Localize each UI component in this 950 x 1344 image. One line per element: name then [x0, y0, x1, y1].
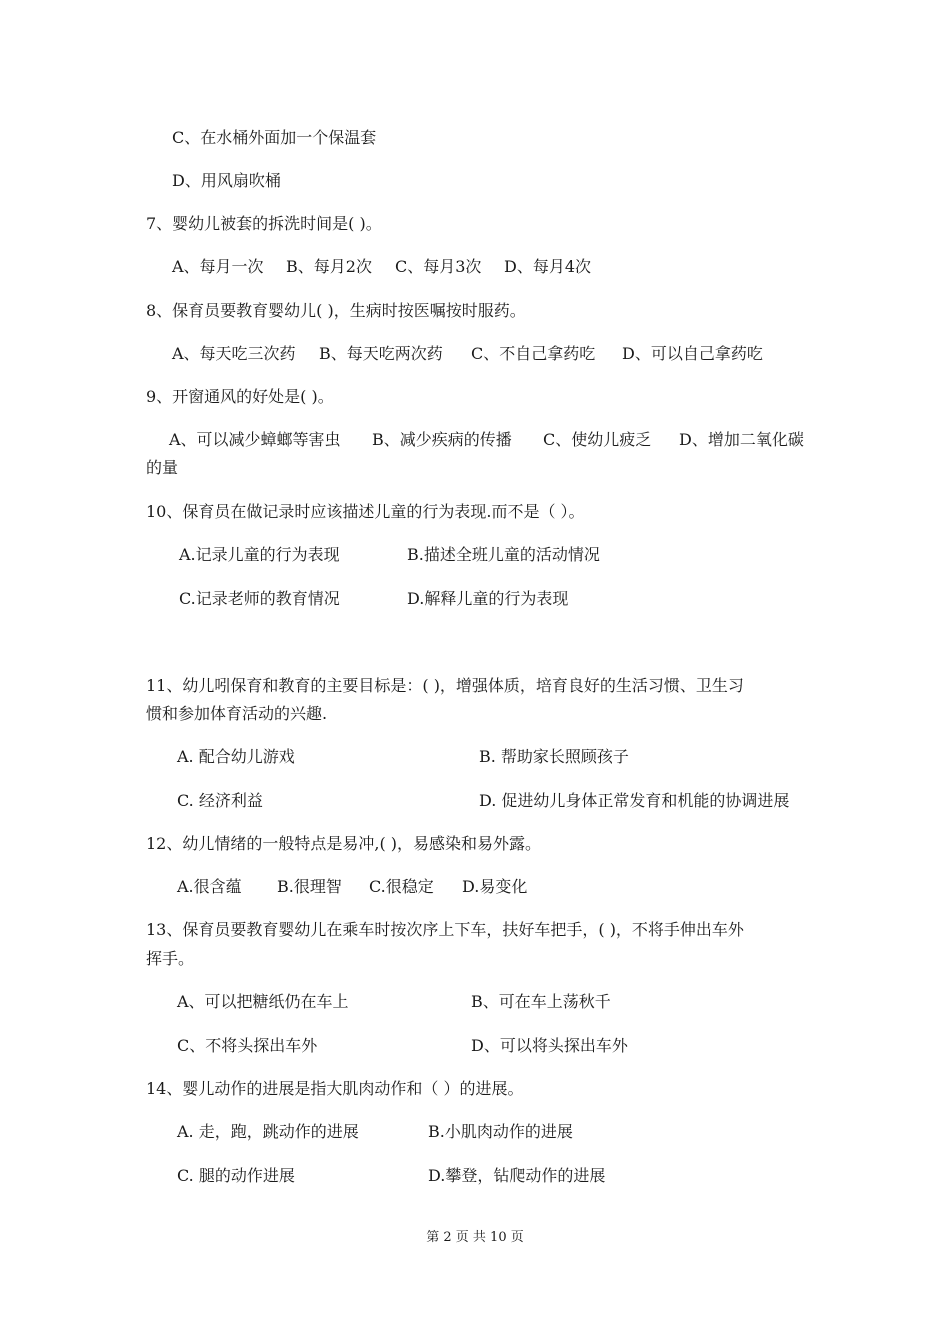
q9-option-d: D、增加二氧化碳 [679, 430, 804, 449]
q11-option-d: D. 促进幼儿身体正常发育和机能的协调进展 [479, 791, 790, 810]
q9-option-c: C、使幼儿疲乏 [543, 430, 652, 449]
q11-option-a: A. 配合幼儿游戏 [177, 747, 295, 766]
q11-option-b: B. 帮助家长照顾孩子 [479, 747, 629, 766]
q12-option-a: A.很含蕴 [177, 877, 242, 896]
q10-option-a: A.记录儿童的行为表现 [179, 545, 340, 564]
q10-stem: 10、保育员在做记录时应该描述儿童的行为表现.而不是（ ）。 [146, 502, 585, 521]
q10-option-b: B.描述全班儿童的活动情况 [407, 545, 600, 564]
page-number-footer: 第 2 页 共 10 页 [426, 1230, 524, 1245]
q9-stem: 9、开窗通风的好处是( )。 [146, 387, 334, 406]
q7-option-a: A、每月一次 [172, 257, 264, 276]
q13-stem-line-2: 挥手。 [146, 949, 195, 968]
q13-option-b: B、可在车上荡秋千 [471, 992, 611, 1011]
q12-option-b: B.很理智 [277, 877, 342, 896]
q6-option-c: C、在水桶外面加一个保温套 [172, 128, 377, 147]
q11-option-c: C. 经济利益 [177, 791, 263, 810]
q8-option-b: B、每天吃两次药 [319, 344, 443, 363]
q14-option-c: C. 腿的动作进展 [177, 1166, 295, 1185]
q14-stem: 14、婴儿动作的进展是指大肌肉动作和（ ）的进展。 [146, 1079, 524, 1098]
q13-option-a: A、可以把糖纸仍在车上 [177, 992, 349, 1011]
q13-option-c: C、不将头探出车外 [177, 1036, 318, 1055]
q10-option-c: C.记录老师的教育情况 [179, 589, 340, 608]
q14-option-b: B.小肌肉动作的进展 [428, 1122, 573, 1141]
q6-option-d: D、用风扇吹桶 [172, 171, 281, 190]
q14-option-d: D.攀登，钻爬动作的进展 [428, 1166, 606, 1185]
q12-option-c: C.很稳定 [369, 877, 434, 896]
q9-option-a: A、可以减少蟑螂等害虫 [169, 430, 341, 449]
q7-option-b: B、每月2次 [286, 257, 372, 276]
q13-option-d: D、可以将头探出车外 [471, 1036, 628, 1055]
q11-stem-line-1: 11、幼儿吲保育和教育的主要目标是：( )，增强体质，培育良好的生活习惯、卫生习 [146, 676, 744, 695]
q9-option-b: B、减少疾病的传播 [372, 430, 512, 449]
q11-stem-line-2: 惯和参加体育活动的兴趣. [146, 704, 328, 723]
q8-option-d: D、可以自己拿药吃 [622, 344, 763, 363]
q13-stem-line-1: 13、保育员要教育婴幼儿在乘车时按次序上下车，扶好车把手，( )，不将手伸出车外 [146, 920, 744, 939]
q8-stem: 8、保育员要教育婴幼儿( )，生病时按医嘱按时服药。 [146, 301, 526, 320]
q8-option-a: A、每天吃三次药 [172, 344, 296, 363]
q12-stem: 12、幼儿情绪的一般特点是易冲,( )，易感染和易外露。 [146, 834, 542, 853]
q7-option-d: D、每月4次 [504, 257, 592, 276]
q9-option-d-continued: 的量 [146, 458, 179, 477]
q10-option-d: D.解释儿童的行为表现 [407, 589, 569, 608]
q8-option-c: C、不自己拿药吃 [471, 344, 596, 363]
q12-option-d: D.易变化 [462, 877, 528, 896]
q7-stem: 7、婴幼儿被套的拆洗时间是( )。 [146, 214, 382, 233]
q7-option-c: C、每月3次 [395, 257, 482, 276]
q14-option-a: A. 走，跑，跳动作的进展 [177, 1122, 359, 1141]
